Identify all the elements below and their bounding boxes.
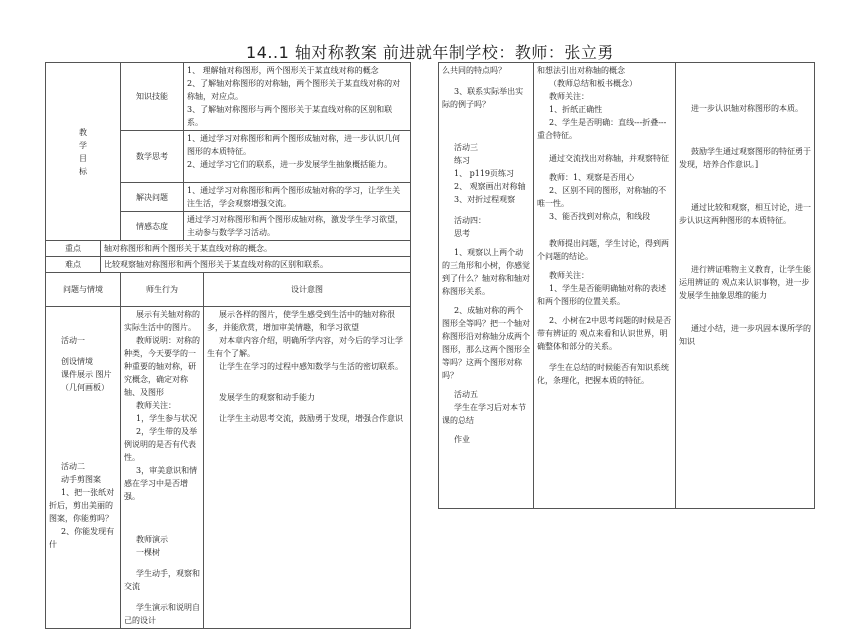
intent-column: 展示各样的图片，使学生感受到生活中的轴对称很多，并能欣赏，增加审美情趣，和学习欲望 对本章内容介绍，明确所学内容，对今后的学习让学生有个了解。 让学生在学习的过程中感知数学与生活的密切联系。 发展学生的观察和动手能力 让学生主动思考交流，鼓励勇于发现，增强合作意识	[204, 307, 411, 629]
section-content: 1、通过学习对称图形和两个图形成轴对称的学习，让学生关注生活，学会观察增强交流。	[184, 183, 411, 212]
key-label: 重点	[46, 241, 101, 257]
lesson-plan-left-table	[45, 62, 411, 629]
behavior-column: 展示有关轴对称的实际生活中的图片。 教师说明：对称的种类，今天要学的一种重要的轴对称，研究概念，确定对称轴、及图形 教师关注： 1，学生参与状况 2，学生带的及举例说明的是否有代表性。 3，审美意识和情感在学习中是否增强。 教师演示 一棵树 学生动手，观察和交流 学生演示和说明自己的设计	[121, 307, 204, 629]
section-name: 数学思考	[121, 131, 184, 183]
problem-column: 么共同的特点吗？ 3、联系实际举出实际的例子吗？ 活动三 练习 1、 p119页练习 2、 观察画出对称轴 3、对折过程观察 活动四： 思考 1、观察以上两个动的三角形和小树，你感觉到了什么？轴对称和轴对称图形关系。 2、成轴对称的两个图形全等吗？把一个轴对称图形沿对称轴分成两个图形，那么这两个图形全等吗？这两个图形对称吗？ 活动五 学生在学习后对本节课的总结 作业	[439, 63, 534, 509]
section-name: 解决问题	[121, 183, 184, 212]
behavior-column: 和想法引出对称轴的概念 （教师总结和板书概念） 教师关注： 1、折纸正确性 2、学生是否明确：直线---折叠---重合特征。 通过交流找出对称轴，并观察特征 教师：1、观察是否用心 2、区别不同的图形，对称轴的不唯一性。 3、能否找到对称点，和线段 教师提出问题，学生讨论，得到两个问题的结论。 教师关注： 1、学生是否能明确轴对称的表述和两个图形的位置关系。 2、小树在2中思考问题的时候是否带有辨证的 观点来看和认识世界，明确整体和部分的关系。 学生在总结的时候能否有知识系统化，条理化，把握本质的特征。	[534, 63, 676, 509]
problem-column: 活动一 创设情境 课件展示 图片 （几何画板） 活动二 动手剪图案 1、把一张纸对折后，剪出美丽的图案，你能剪吗？ 2、你能发现有什	[46, 307, 121, 629]
header-behavior: 师生行为	[121, 273, 204, 307]
lesson-plan-right-table	[438, 62, 815, 509]
difficulty-text: 比较观察轴对称图形和两个图形关于某直线对称的区别和联系。	[101, 257, 411, 273]
section-name: 知识技能	[121, 63, 184, 131]
intent-column: 进一步认识轴对称图形的本质。 鼓励学生通过观察图形的特征勇于发现，培养合作意识。] 通过比较和观察，相互讨论，进一步认识这两种图形的本质特征。 进行辨证唯物主义教育，让学生能运用辨证的 观点来认识事物，进一步发展学生抽象思维的能力 通过小结，进一步巩固本课所学的知识	[676, 63, 815, 509]
section-name: 情感态度	[121, 212, 184, 241]
key-text: 轴对称图形和两个图形关于某直线对称的概念。	[101, 241, 411, 257]
section-content: 1、通过学习对称图形和两个图形成轴对称，进一步认识几何图形的本质特征。 2、通过学习它们的联系，进一步发展学生抽象概括能力。	[184, 131, 411, 183]
page-title: 14..1 轴对称教案 前进就年制学校：教师：张立勇	[246, 43, 614, 62]
header-problem: 问题与情境	[46, 273, 121, 307]
goal-label: 教 学 目 标	[46, 63, 121, 241]
difficulty-label: 难点	[46, 257, 101, 273]
header-intent: 设计意图	[204, 273, 411, 307]
section-content: 通过学习对称图形和两个图形成轴对称，激发学生学习欲望，主动参与数学学习活动。	[184, 212, 411, 241]
section-content: 1、 理解轴对称图形，两个图形关于某直线对称的概念 2、了解轴对称图形的对称轴，两个图形关于某直线对称的对称轴，对应点。 3、了解轴对称图形与两个图形关于某直线对称的区别和联系。	[184, 63, 411, 131]
